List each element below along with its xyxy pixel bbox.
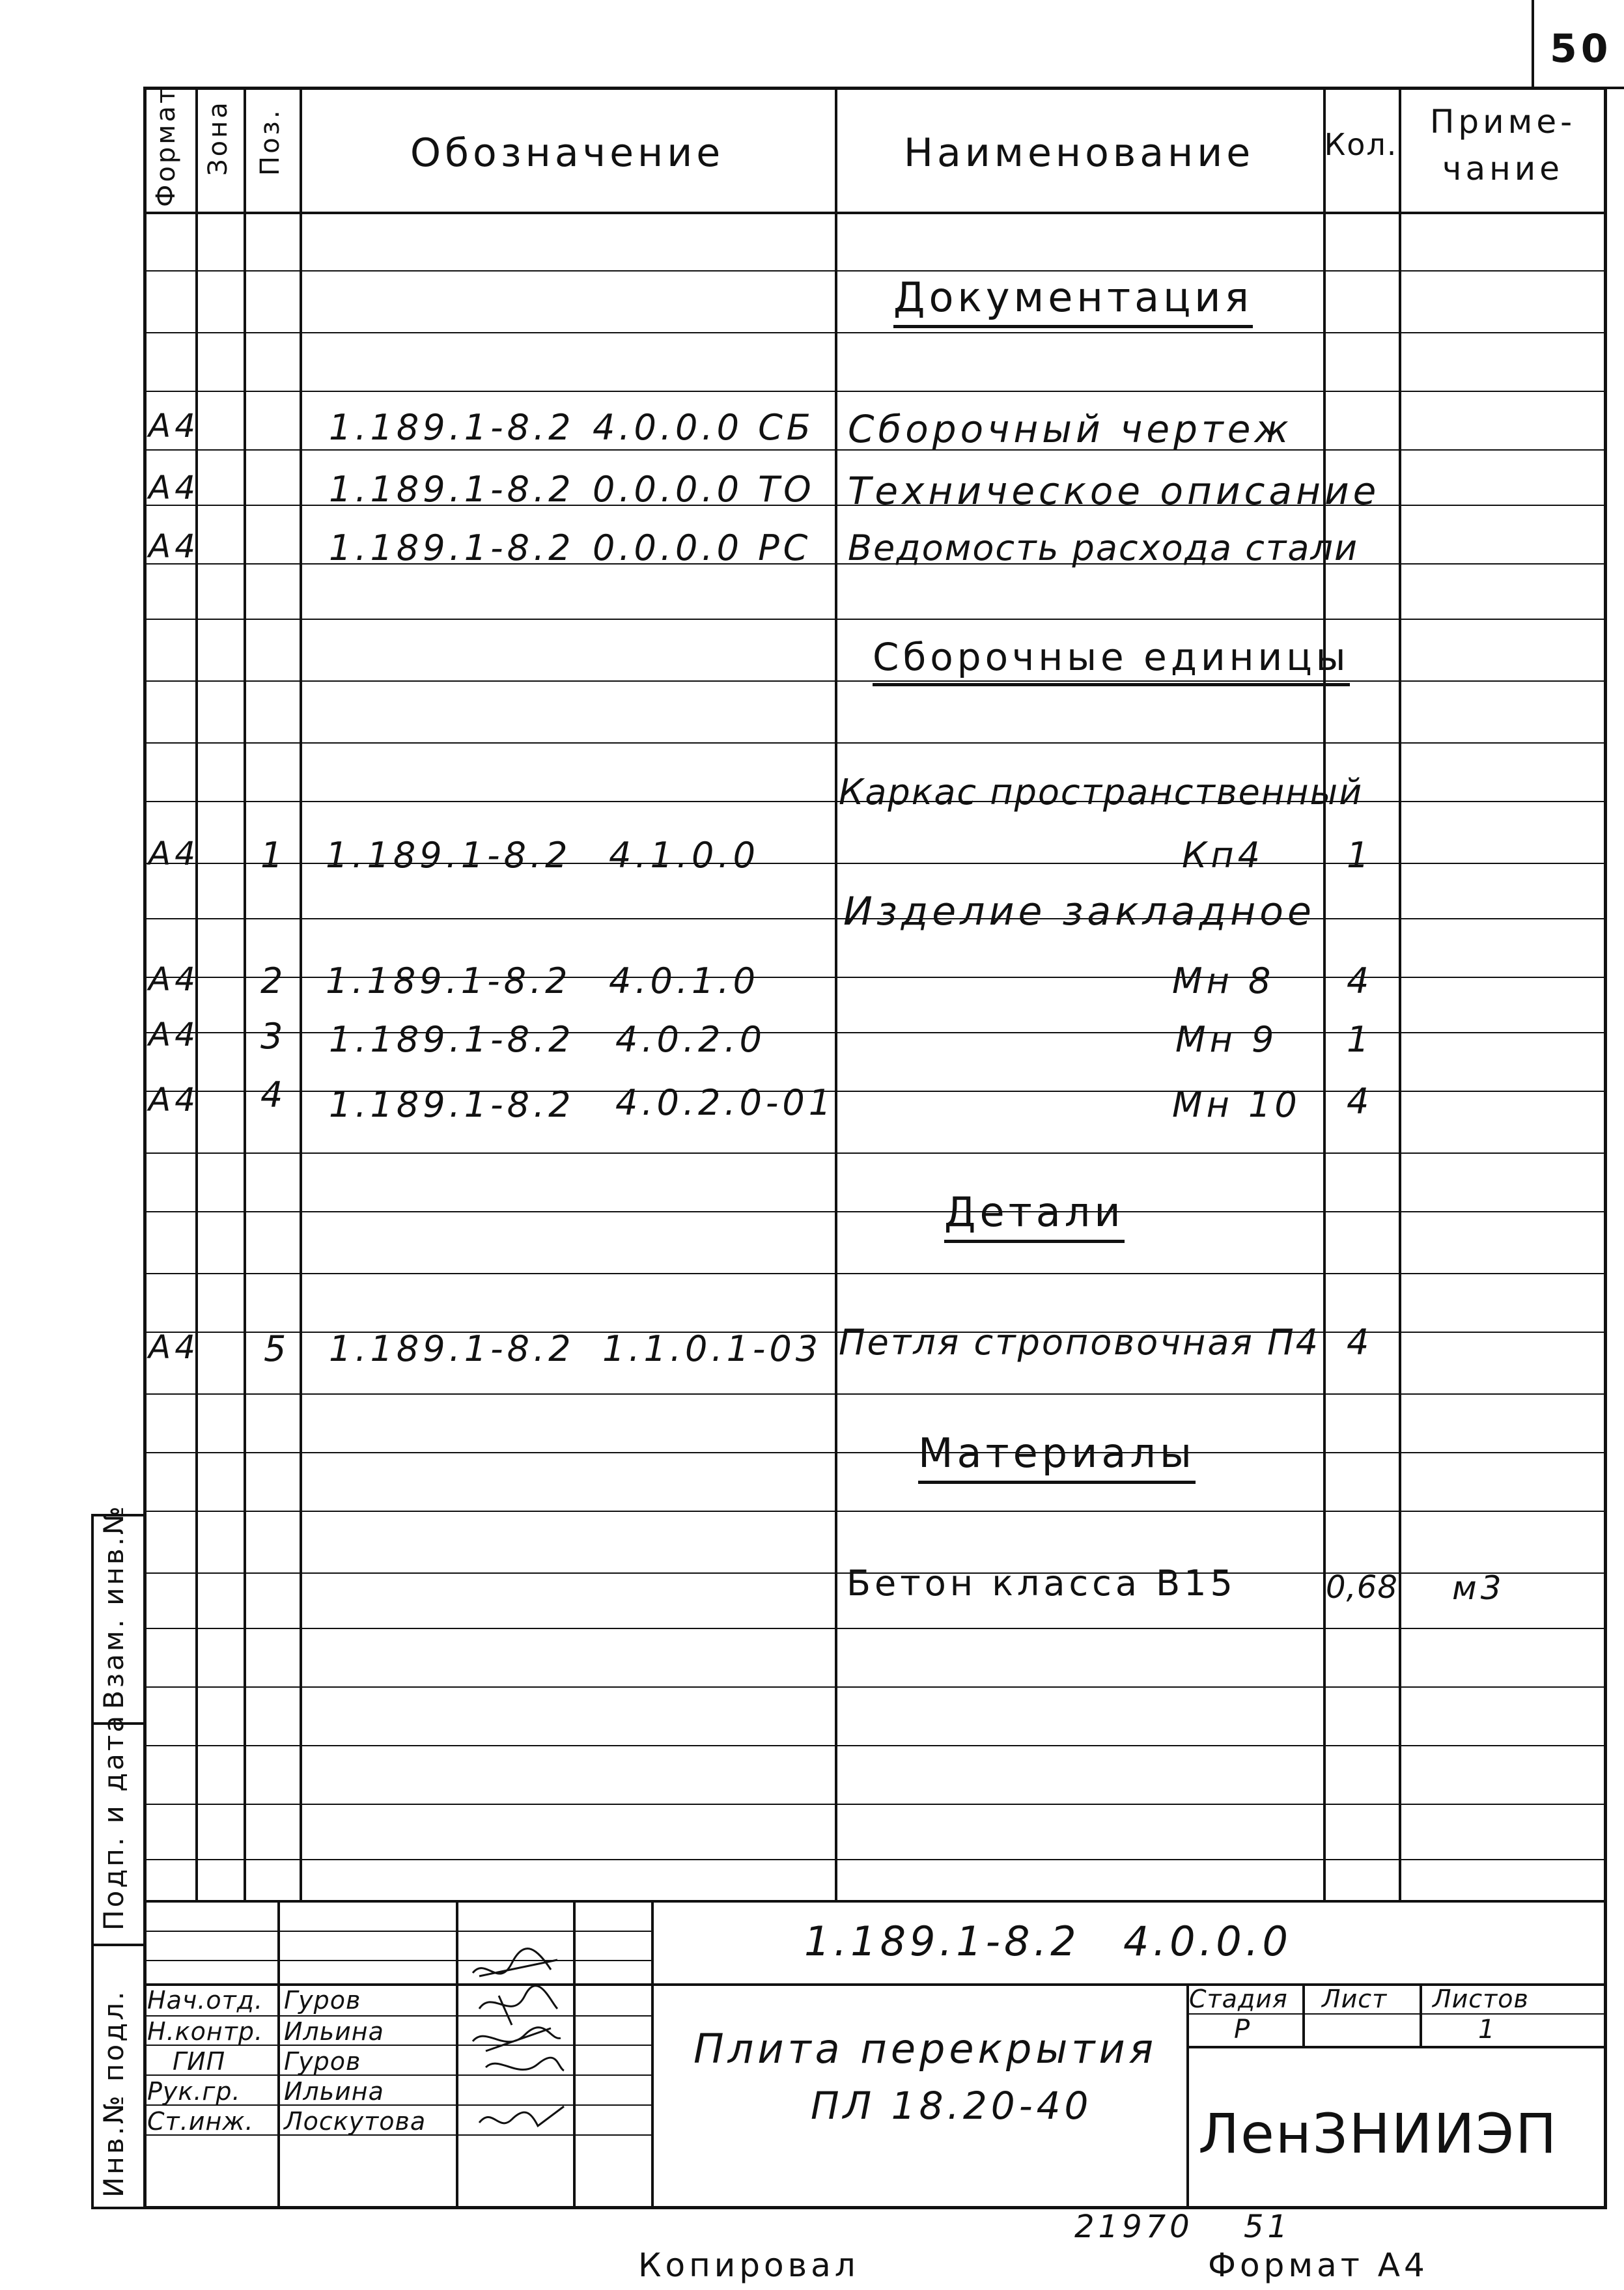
sheets-value: 1: [1478, 2015, 1499, 2045]
row-name: Изделие закладное: [843, 889, 1315, 934]
sheet-number-box-left: [1532, 0, 1534, 88]
row-format: А4: [148, 527, 200, 565]
row-qty: 4: [1347, 1322, 1373, 1363]
tb-line-b: [143, 1960, 651, 1961]
row-qty: 1: [1347, 835, 1373, 876]
row-designation-code: 1.189.1-8.2: [329, 407, 575, 448]
row-designation-suffix: 1.1.0.1-03: [602, 1328, 822, 1369]
row-name: Каркас пространственный: [839, 772, 1364, 813]
row-designation-suffix: 0.0.0.0 РС: [593, 527, 812, 568]
row-format: А4: [148, 1016, 200, 1054]
row-designation-code: 1.189.1-8.2: [326, 960, 572, 1001]
signature-4: [486, 2058, 564, 2071]
stage-value: Р: [1234, 2015, 1254, 2045]
row-designation-suffix: 4.1.0.0: [609, 835, 759, 876]
row-name: Мн 8: [1172, 960, 1275, 1001]
sheet-number: 50: [1550, 26, 1612, 72]
row-designation-suffix: 4.0.2.0-01: [615, 1082, 835, 1123]
main-frame: [143, 87, 1607, 2209]
row-divider: [143, 391, 1607, 392]
organization: ЛенЗНИИЭП: [1198, 2102, 1558, 2166]
row-divider: [143, 1745, 1607, 1746]
header-pos: Поз.: [255, 107, 285, 176]
row-designation-code: 1.189.1-8.2: [329, 527, 575, 568]
sheets-label: Листов: [1433, 1985, 1529, 2013]
signature-2: [479, 1986, 557, 2025]
roles-row: Нач.отд.: [147, 1986, 264, 2015]
header-note-line2: чание: [1442, 150, 1564, 188]
roles-row: Гуров: [284, 1986, 361, 2015]
row-divider: [143, 332, 1607, 333]
row-pos: 5: [264, 1328, 290, 1369]
row-name: Мн 10: [1172, 1084, 1301, 1125]
row-qty: 4: [1347, 1081, 1373, 1122]
signature-scribbles: [460, 1911, 570, 2145]
section-documentation: Документация: [893, 273, 1253, 328]
row-name: Бетон класса В15: [847, 1563, 1237, 1604]
side-box-bottom: [91, 2207, 145, 2209]
row-designation-code: 1.189.1-8.2: [329, 1084, 575, 1125]
section-materials: Материалы: [918, 1429, 1196, 1484]
side-box-div2: [91, 1944, 145, 1946]
row-format: А4: [148, 1328, 200, 1366]
row-name: Ведомость расхода стали: [848, 527, 1359, 568]
row-format: А4: [148, 835, 200, 873]
row-name: Кп4: [1182, 835, 1264, 876]
row-name: Петля строповочная П4: [839, 1322, 1321, 1363]
side-box-left: [91, 1514, 94, 2209]
row-pos: 2: [260, 960, 287, 1001]
row-designation-code: 1.189.1-8.2: [329, 1328, 575, 1369]
side-label-sign-date: Подп. и дата: [98, 1712, 130, 1931]
stage-label: Стадия: [1189, 1985, 1288, 2013]
header-qty: Кол.: [1324, 127, 1398, 162]
tb-stage-left: [1186, 1983, 1189, 2209]
row-divider: [143, 742, 1607, 744]
row-qty: 0,68: [1326, 1569, 1398, 1606]
row-divider: [143, 1393, 1607, 1395]
row-designation-suffix: 0.0.0.0 ТО: [593, 469, 815, 510]
roles-row: Лоскутова: [284, 2107, 427, 2136]
footer-format: Формат А4: [1208, 2246, 1429, 2284]
row-divider: [143, 619, 1607, 620]
side-label-inv-orig: Инв.№ подл.: [98, 1989, 130, 2198]
row-pos: 1: [260, 835, 287, 876]
header-name: Наименование: [903, 130, 1255, 176]
section-assembly-units: Сборочные единицы: [873, 635, 1350, 686]
side-label-replace-inv: Взам. инв.№: [98, 1503, 130, 1709]
row-format: А4: [148, 407, 200, 445]
tb-col-date: [651, 1900, 654, 2209]
signature-1: [473, 1949, 557, 1976]
header-bottom-line: [143, 212, 1607, 214]
row-divider: [143, 1152, 1607, 1154]
row-divider: [143, 1211, 1607, 1212]
roles-row: Ильина: [284, 2017, 384, 2046]
header-designation: Обозначение: [410, 130, 725, 176]
row-designation-suffix: 4.0.1.0: [609, 960, 759, 1001]
roles-row: Ст.инж.: [147, 2107, 254, 2136]
stamp-number: 21970: [1074, 2209, 1194, 2245]
header-zone: Зона: [203, 100, 233, 176]
title-block-code-suffix: 4.0.0.0: [1123, 1918, 1292, 1965]
row-qty: 4: [1347, 960, 1373, 1001]
header-note-line1: Приме-: [1429, 103, 1576, 141]
roles-row: Рук.гр.: [147, 2077, 241, 2106]
sheet-label: Лист: [1322, 1985, 1388, 2013]
tb-col-sign: [573, 1900, 576, 2209]
tb-stage-div1: [1302, 1983, 1305, 2047]
stamp-page: 51: [1244, 2209, 1292, 2245]
section-details: Детали: [944, 1188, 1125, 1243]
row-designation-code: 1.189.1-8.2: [326, 835, 572, 876]
row-format: А4: [148, 1081, 200, 1119]
row-divider: [143, 1686, 1607, 1688]
row-name: Техническое описание: [848, 469, 1380, 513]
row-designation-code: 1.189.1-8.2: [329, 469, 575, 510]
tb-line-c: [143, 1983, 1607, 1986]
title-block-code: 1.189.1-8.2: [804, 1918, 1080, 1965]
tb-col-name: [456, 1900, 458, 2209]
roles-row: Ильина: [284, 2077, 384, 2106]
row-note: м3: [1452, 1569, 1505, 1607]
row-divider: [143, 1452, 1607, 1453]
row-name: Мн 9: [1175, 1019, 1278, 1060]
row-designation-suffix: 4.0.2.0: [615, 1019, 766, 1060]
row-name: Сборочный чертеж: [848, 407, 1293, 451]
title-line-1: Плита перекрытия: [693, 2025, 1158, 2073]
row-designation-code: 1.189.1-8.2: [329, 1019, 575, 1060]
row-divider: [143, 1511, 1607, 1512]
footer-copied: Копировал: [638, 2246, 860, 2284]
row-designation-suffix: 4.0.0.0 СБ: [593, 407, 815, 448]
signature-5: [479, 2106, 564, 2126]
tb-line-d: [143, 2015, 651, 2017]
tb-stage-div2: [1420, 1983, 1422, 2047]
roles-row: Н.контр.: [147, 2017, 264, 2046]
row-divider: [143, 1273, 1607, 1274]
row-divider: [143, 1859, 1607, 1860]
row-pos: 3: [260, 1016, 287, 1057]
tb-line-a: [143, 1931, 651, 1932]
signature-3: [473, 2028, 561, 2051]
row-format: А4: [148, 469, 200, 507]
row-divider: [143, 1804, 1607, 1805]
title-block-top: [143, 1900, 1607, 1903]
roles-row: Гуров: [284, 2047, 361, 2076]
row-divider: [143, 270, 1607, 272]
header-format: Формат: [151, 85, 181, 207]
row-qty: 1: [1347, 1019, 1373, 1060]
tb-col-role: [277, 1900, 280, 2209]
row-pos: 4: [260, 1074, 287, 1115]
title-line-2: ПЛ 18.20-40: [811, 2084, 1093, 2128]
tb-stage-line2: [1186, 2046, 1607, 2048]
row-format: А4: [148, 960, 200, 998]
roles-row: ГИП: [173, 2047, 226, 2076]
row-divider: [143, 1628, 1607, 1629]
